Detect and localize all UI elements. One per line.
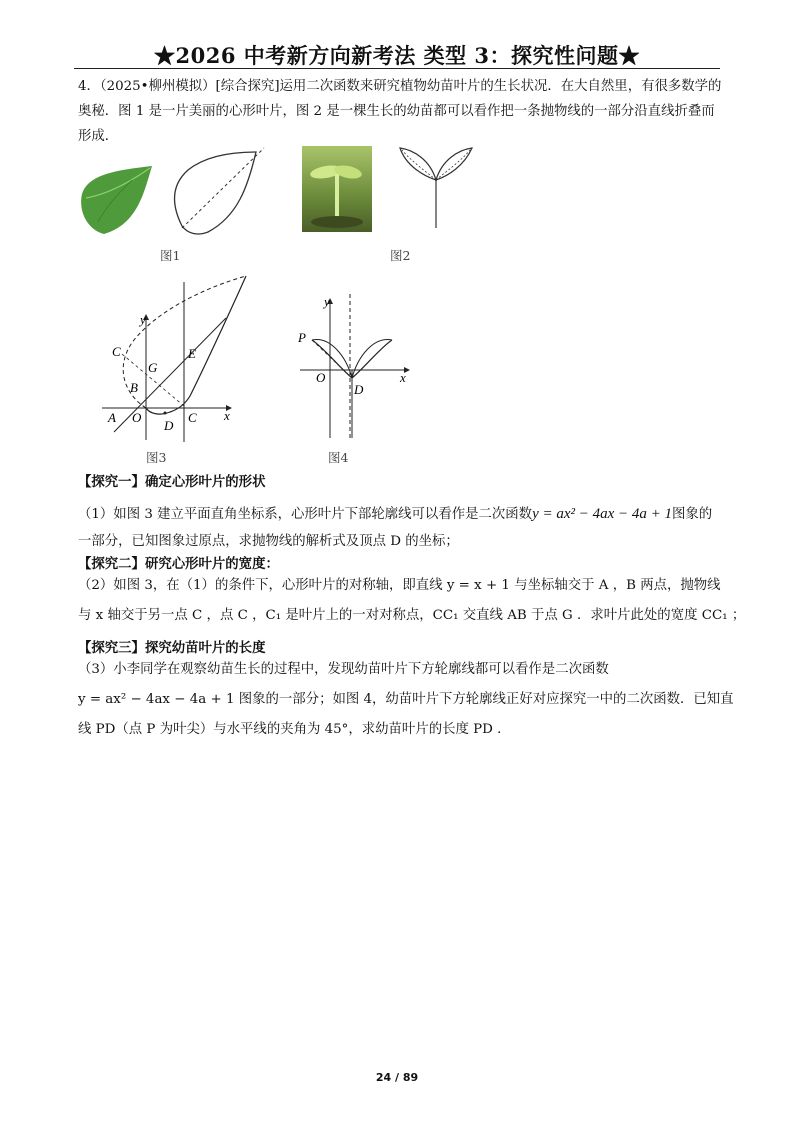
figure-1-caption: 图1 (160, 248, 181, 263)
figure-3-caption: 图3 (146, 450, 167, 465)
figure-3-coordinate-diagram (100, 262, 260, 446)
fig4-label-P: P (298, 330, 306, 345)
figure-1-leaf-photo (78, 164, 158, 236)
fig4-label-D: D (354, 382, 364, 397)
fig3-label-E: E (188, 346, 196, 361)
fig3-label-C: C (188, 410, 197, 425)
fig3-label-O: O (132, 410, 142, 425)
section-3-line3: 线 PD（点 P 为叶尖）与水平线的夹角为 45°，求幼苗叶片的长度 PD ． (78, 722, 511, 737)
figure-2-seedling-photo (302, 146, 372, 232)
section-3-line1: （3）小李同学在观察幼苗生长的过程中，发现幼苗叶片下方轮廓线都可以看作是二次函数 (78, 662, 609, 677)
figure-4-caption: 图4 (328, 450, 349, 465)
fig3-label-A: A (108, 410, 116, 425)
section-3-line2: y = ax² − 4ax − 4a + 1 图象的一部分；如图 4，幼苗叶片下方轮廓线正好对应探究一中的二次函数．已知直 (78, 692, 734, 707)
fig3-label-B: B (130, 380, 138, 395)
fig3-label-y: y (140, 312, 146, 327)
section-1-line1a: （1）如图 3 建立平面直角坐标系，心形叶片下部轮廓线可以看作是二次函数 (78, 507, 533, 522)
figure-2-seedling-outline (396, 146, 476, 230)
section-1-title: 【探究一】确定心形叶片的形状 (78, 474, 266, 490)
fig4-label-y: y (324, 294, 330, 309)
fig4-label-x: x (400, 370, 406, 385)
page-number: 24 / 89 (375, 1071, 419, 1084)
fig3-label-C1: C (112, 344, 121, 359)
section-2-line1: （2）如图 3，在（1）的条件下，心形叶片的对称轴，即直线 y = x + 1 与坐标轴交于 A ，B 两点，抛物线 (78, 578, 721, 593)
section-1-line1 (78, 504, 712, 525)
page-title: ★2026 中考新方向新考法 类型 3：探究性问题★ (154, 43, 640, 68)
fig3-label-D: D (164, 418, 174, 433)
header-divider (74, 68, 720, 69)
section-3-title: 【探究三】探究幼苗叶片的长度 (78, 640, 266, 656)
section-2-title: 【探究二】研究心形叶片的宽度： (78, 556, 279, 572)
figure-1-leaf-outline (168, 146, 268, 238)
fig4-label-O: O (316, 370, 326, 385)
figure-4-coordinate-diagram (290, 290, 420, 440)
fig3-label-x: x (224, 408, 230, 423)
fig3-label-G: G (148, 360, 158, 375)
section-1-equation: y = ax² − 4ax − 4a + 1 (532, 506, 673, 522)
figure-2-caption: 图2 (390, 248, 411, 263)
section-2-line2: 与 x 轴交于另一点 C ，点 C ，C₁ 是叶片上的一对对称点，CC₁ 交直线 AB 于点 G ．求叶片此处的宽度 CC₁ ； (78, 608, 746, 623)
section-1-line1b: 图象的 (672, 507, 713, 522)
section-1-line2: 一部分，已知图象过原点，求抛物线的解析式及顶点 D 的坐标； (78, 534, 459, 549)
problem-intro: 4．（2025•柳州模拟）[综合探究]运用二次函数来研究植物幼苗叶片的生长状况．在大自然里，有很多数学的奥秘．图 1 是一片美丽的心形叶片，图 2 是一棵生长的幼苗都可以看作把一条抛物线的一部分沿直线折叠而形成． (78, 79, 722, 144)
